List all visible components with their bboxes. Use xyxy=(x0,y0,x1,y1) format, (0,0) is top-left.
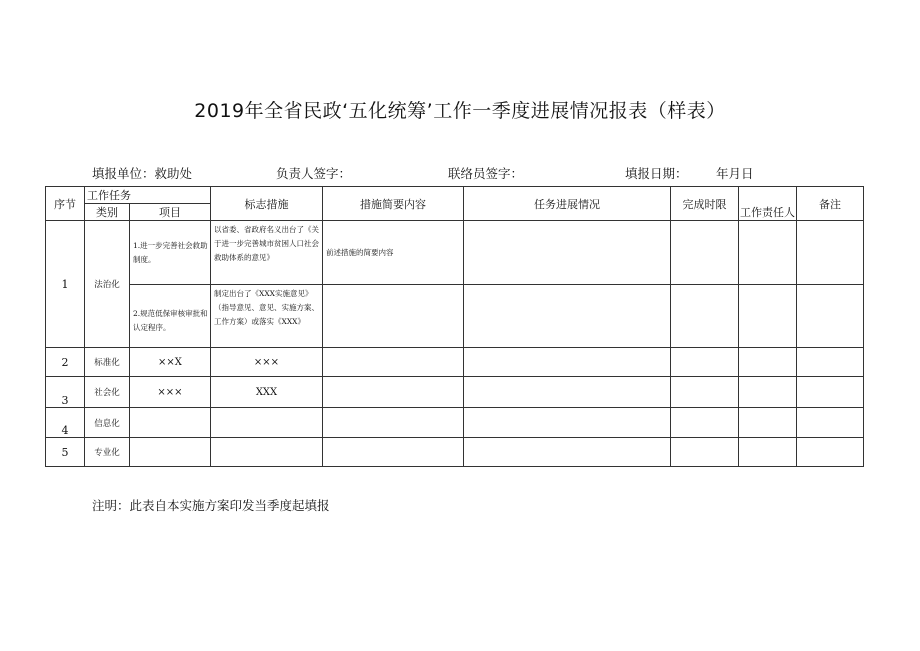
row-measure: XXX xyxy=(211,377,323,408)
row-remark xyxy=(797,408,864,438)
row-measure xyxy=(211,438,323,467)
contact-signature-label: 联络员签字： xyxy=(448,166,524,181)
header-content: 措施简要内容 xyxy=(323,187,464,221)
row-remark xyxy=(797,348,864,377)
row-responsible xyxy=(739,438,797,467)
row-responsible xyxy=(739,285,797,348)
row-deadline xyxy=(671,285,739,348)
row-measure xyxy=(211,408,323,438)
row-seq: 5 xyxy=(46,438,85,467)
row-responsible xyxy=(739,221,797,285)
row-item xyxy=(130,438,211,467)
row-content xyxy=(323,408,464,438)
row-content xyxy=(323,348,464,377)
row-category: 标准化 xyxy=(85,348,130,377)
table-row xyxy=(46,408,864,438)
row-item: 1.进一步完善社会救助制度。 xyxy=(130,221,211,285)
row-item: ××X xyxy=(130,348,211,377)
header-measure: 标志措施 xyxy=(211,187,323,221)
row-seq: 3 xyxy=(46,377,85,408)
row-content xyxy=(323,285,464,348)
row-seq: 1 xyxy=(46,221,85,348)
row-item xyxy=(130,408,211,438)
row-progress xyxy=(464,377,671,408)
row-category: 专业化 xyxy=(85,438,130,467)
header-item: 项目 xyxy=(130,204,211,221)
row-deadline xyxy=(671,408,739,438)
table-row xyxy=(46,377,864,408)
header-row-1 xyxy=(46,187,864,204)
row-category: 社会化 xyxy=(85,377,130,408)
row-deadline xyxy=(671,377,739,408)
row-progress xyxy=(464,438,671,467)
progress-report-table xyxy=(45,186,864,467)
row-content: 前述措施的简要内容 xyxy=(323,221,464,285)
row-deadline xyxy=(671,438,739,467)
row-content xyxy=(323,377,464,408)
header-seq: 序节 xyxy=(46,187,85,221)
report-date-label: 填报日期： xyxy=(625,166,688,181)
row-item: ××× xyxy=(130,377,211,408)
row-progress xyxy=(464,348,671,377)
row-seq: 4 xyxy=(46,408,85,438)
row-progress xyxy=(464,221,671,285)
header-progress: 任务进展情况 xyxy=(464,187,671,221)
row-deadline xyxy=(671,221,739,285)
row-remark xyxy=(797,221,864,285)
row-remark xyxy=(797,377,864,408)
header-remark: 备注 xyxy=(797,187,864,221)
row-category: 法治化 xyxy=(85,221,130,348)
row-progress xyxy=(464,408,671,438)
row-measure: ××× xyxy=(211,348,323,377)
header-deadline: 完成时限 xyxy=(671,187,739,221)
table-row xyxy=(46,438,864,467)
table-row xyxy=(46,348,864,377)
row-item: 2.规范低保审核审批和认定程序。 xyxy=(130,285,211,348)
row-seq: 2 xyxy=(46,348,85,377)
table-row xyxy=(46,221,864,285)
report-date-value: 年月日 xyxy=(716,166,754,181)
row-content xyxy=(323,438,464,467)
page-title: 2019年全省民政‘五化统筹’工作一季度进展情况报表（样表） xyxy=(194,100,726,122)
row-responsible xyxy=(739,377,797,408)
row-category: 信息化 xyxy=(85,408,130,438)
row-responsible xyxy=(739,348,797,377)
leader-signature-label: 负责人签字： xyxy=(276,166,352,181)
row-remark xyxy=(797,285,864,348)
footnote: 注明：此表自本实施方案印发当季度起填报 xyxy=(92,498,330,513)
row-responsible xyxy=(739,408,797,438)
header-responsible: 工作责任人 xyxy=(739,187,797,221)
reporting-unit: 填报单位：救助处 xyxy=(92,166,193,181)
row-measure: 制定出台了《XXX实施意见》（指导意见、意见、实施方案、工作方案）或落实《XXX》 xyxy=(211,285,323,348)
header-category: 类别 xyxy=(85,204,130,221)
row-measure: 以省委、省政府名义出台了《关于进一步完善城市贫困人口社会救助体系的意见》 xyxy=(211,221,323,285)
form-info-row xyxy=(0,164,920,182)
header-task: 工作任务 xyxy=(85,187,211,204)
table-row xyxy=(46,285,864,348)
row-remark xyxy=(797,438,864,467)
row-progress xyxy=(464,285,671,348)
row-deadline xyxy=(671,348,739,377)
